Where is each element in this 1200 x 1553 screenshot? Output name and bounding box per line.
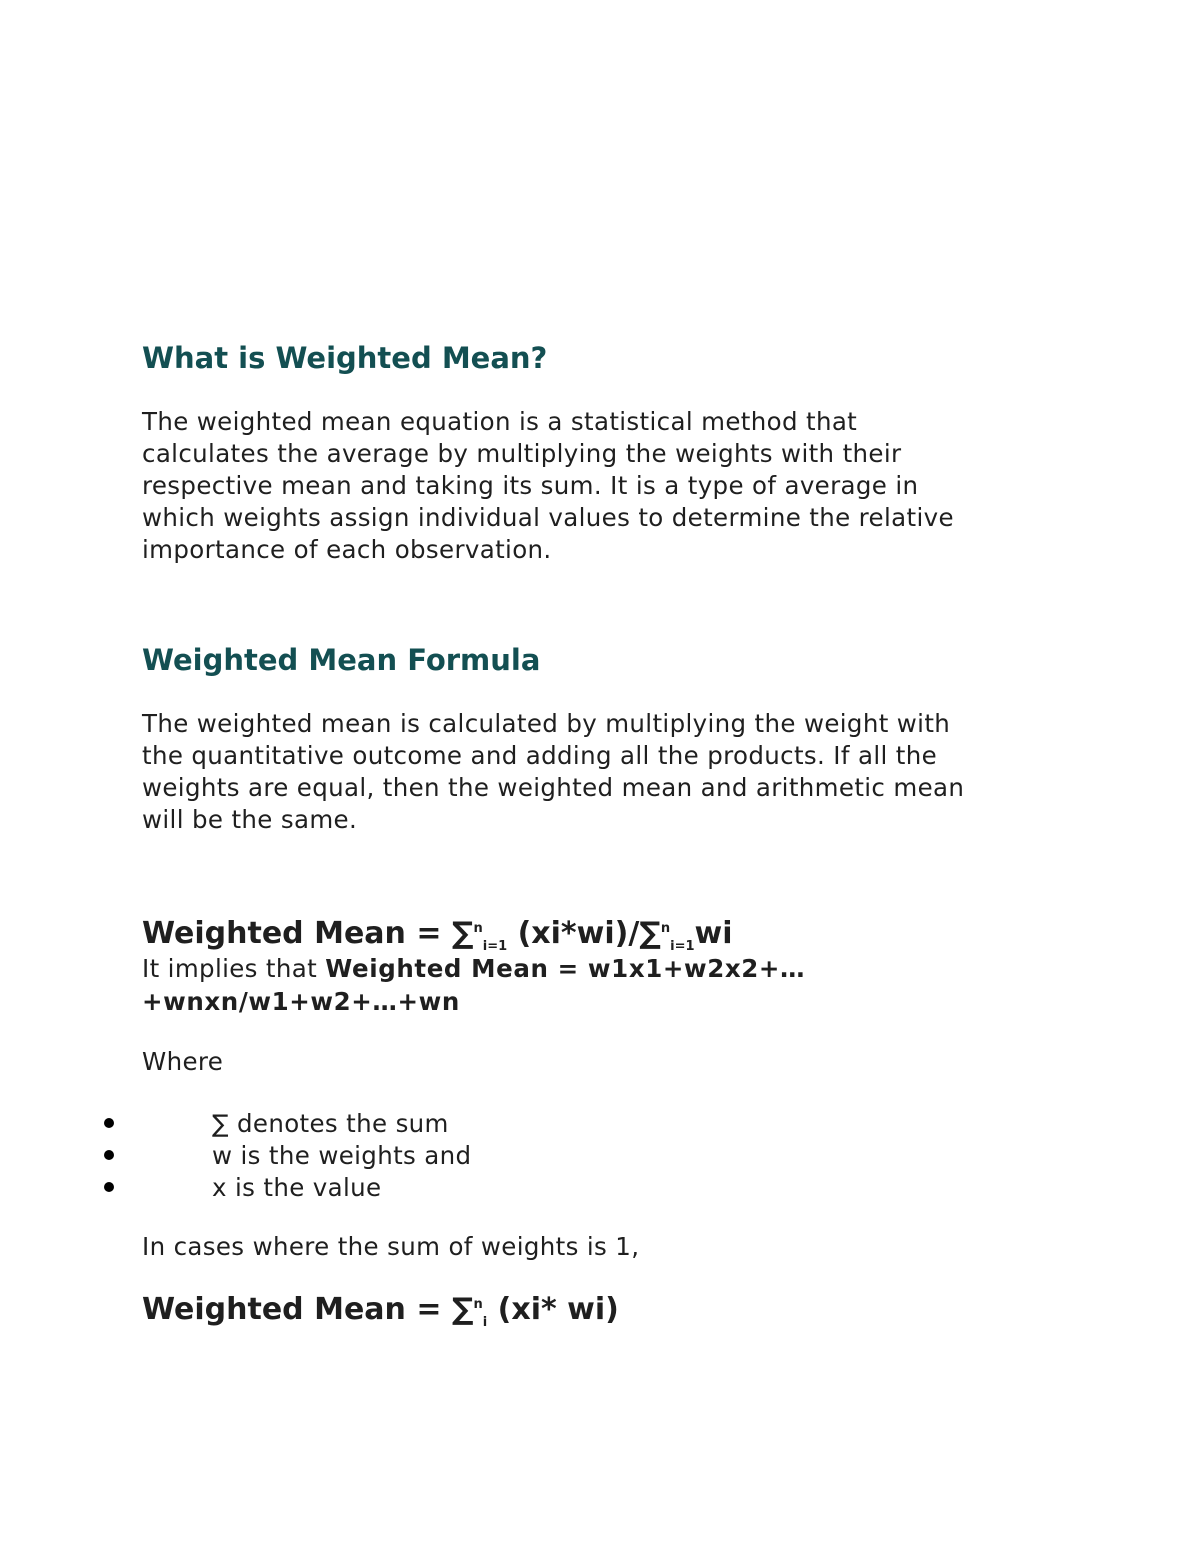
sigma-symbol: ∑	[451, 1292, 474, 1327]
sigma-symbol: ∑	[451, 916, 474, 951]
paragraph-formula-description	[142, 708, 964, 836]
implies-formula-continued: +wnxn/w1+w2+…+wn	[142, 987, 460, 1016]
paragraph-line: respective mean and taking its sum. It is a type of average in	[142, 471, 919, 500]
implies-line-1	[142, 953, 805, 985]
implies-formula: Weighted Mean = w1x1+w2x2+…	[325, 954, 806, 983]
list-item-text: x is the value	[212, 1173, 382, 1202]
paragraph-line: which weights assign individual values to determine the relative	[142, 503, 954, 532]
formula-subscript: i=1	[670, 939, 695, 954]
bullet-icon	[104, 1150, 114, 1160]
bullet-icon	[104, 1182, 114, 1192]
formula-label: Weighted Mean =	[142, 1292, 452, 1327]
formula-subscript: i=1	[482, 939, 508, 954]
formula-weighted-mean-unit-weights	[142, 1292, 619, 1328]
implies-prefix: It implies that	[142, 954, 326, 983]
formula-superscript: n	[473, 921, 483, 936]
formula-weighted-mean	[142, 916, 733, 952]
list-item-text: ∑ denotes the sum	[212, 1109, 449, 1138]
formula-label: Weighted Mean =	[142, 916, 452, 951]
formula-term: wi	[694, 916, 733, 951]
formula-subscript: i	[482, 1315, 488, 1330]
sigma-symbol: ∑	[639, 916, 661, 951]
paragraph-definition	[142, 406, 954, 566]
paragraph-line: the quantitative outcome and adding all the products. If all the	[142, 741, 938, 770]
paragraph-line: calculates the average by multiplying the weights with their	[142, 439, 902, 468]
heading-what-is-weighted-mean: What is Weighted Mean?	[142, 341, 548, 375]
list-item-text: w is the weights and	[212, 1141, 472, 1170]
paragraph-line: importance of each observation.	[142, 535, 552, 564]
paragraph-line: The weighted mean is calculated by multiplying the weight with	[142, 709, 951, 738]
heading-weighted-mean-formula: Weighted Mean Formula	[142, 643, 541, 677]
case-text: In cases where the sum of weights is 1,	[142, 1232, 640, 1261]
formula-superscript: n	[660, 921, 671, 936]
implies-line-2	[142, 986, 460, 1018]
bullet-icon	[104, 1118, 114, 1128]
paragraph-line: will be the same.	[142, 805, 358, 834]
paragraph-line: weights are equal, then the weighted mean and arithmetic mean	[142, 773, 965, 802]
paragraph-line: The weighted mean equation is a statistical method that	[142, 407, 858, 436]
formula-term: (xi*wi)/	[507, 916, 640, 951]
formula-superscript: n	[473, 1297, 483, 1312]
formula-term: (xi* wi)	[487, 1292, 619, 1327]
where-label: Where	[142, 1047, 224, 1076]
